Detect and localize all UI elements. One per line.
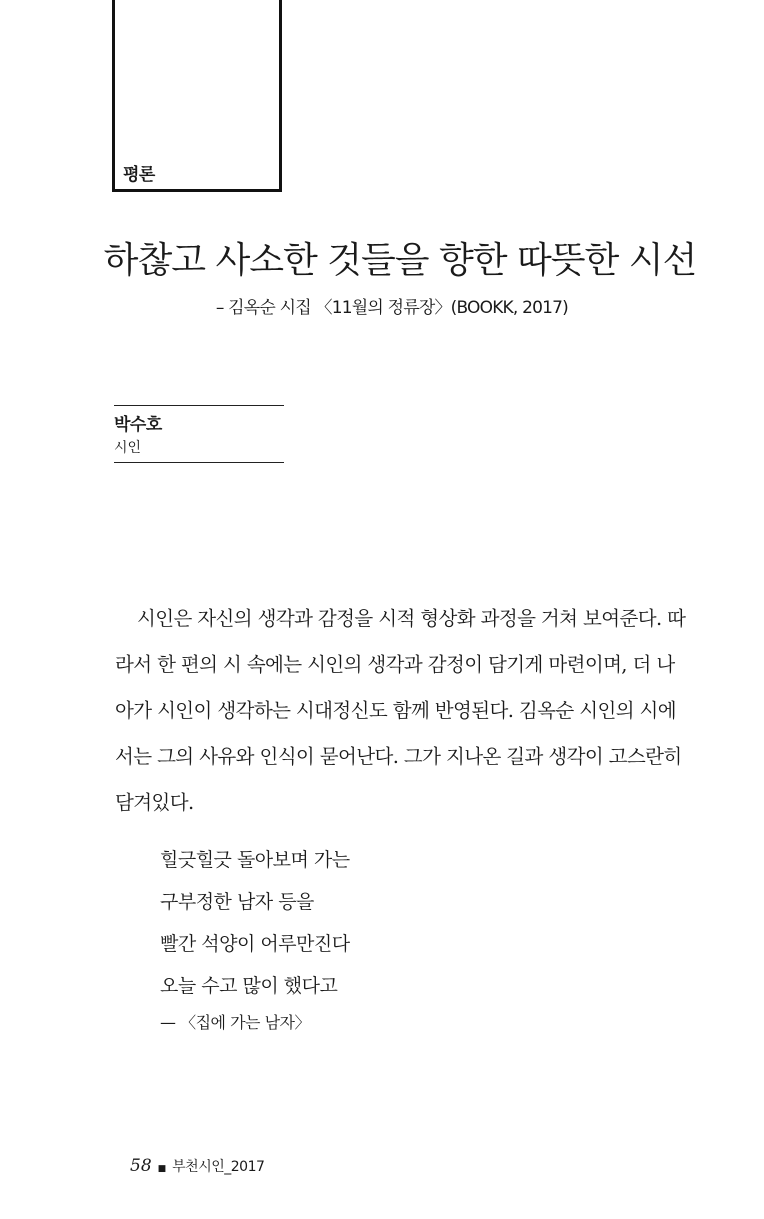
- body-line: 아가 시인이 생각하는 시대정신도 함께 반영된다. 김옥순 시인의 시에: [115, 699, 677, 722]
- publication-name: 부천시인_2017: [172, 1159, 265, 1175]
- poem-line: 힐긋힐긋 돌아보며 가는: [160, 849, 350, 871]
- article-title: 하찮고 사소한 것들을 향한 따뜻한 시선: [103, 240, 697, 281]
- author-name: 박수호: [114, 415, 162, 435]
- poem-quote: [160, 839, 350, 1007]
- square-bullet-icon: ■: [157, 1164, 167, 1174]
- body-line: 서는 그의 사유와 인식이 묻어난다. 그가 지나온 길과 생각이 고스란히: [115, 745, 682, 768]
- body-line: 라서 한 편의 시 속에는 시인의 생각과 감정이 담기게 마련이며, 더 나: [115, 653, 675, 676]
- article-subtitle: – 김옥순 시집 〈11월의 정류장〉(BOOKK, 2017): [215, 298, 568, 318]
- poem-line: 빨간 석양이 어루만진다: [160, 933, 350, 955]
- article-body: [115, 596, 699, 826]
- author-top-divider: [114, 405, 284, 406]
- section-label: 평론: [123, 165, 155, 185]
- poem-source: — 〈집에 가는 남자〉: [160, 1013, 310, 1032]
- body-line: 담겨있다.: [115, 791, 194, 814]
- author-bottom-divider: [114, 462, 284, 463]
- body-line: 시인은 자신의 생각과 감정을 시적 형상화 과정을 거쳐 보여준다. 따: [137, 607, 686, 630]
- section-header-box: [112, 0, 282, 192]
- poem-line: 구부정한 남자 등을: [160, 891, 314, 913]
- page-footer: [130, 1156, 264, 1176]
- poem-line: 오늘 수고 많이 했다고: [160, 975, 338, 997]
- author-role: 시인: [114, 440, 142, 456]
- page-number: 58: [130, 1156, 152, 1176]
